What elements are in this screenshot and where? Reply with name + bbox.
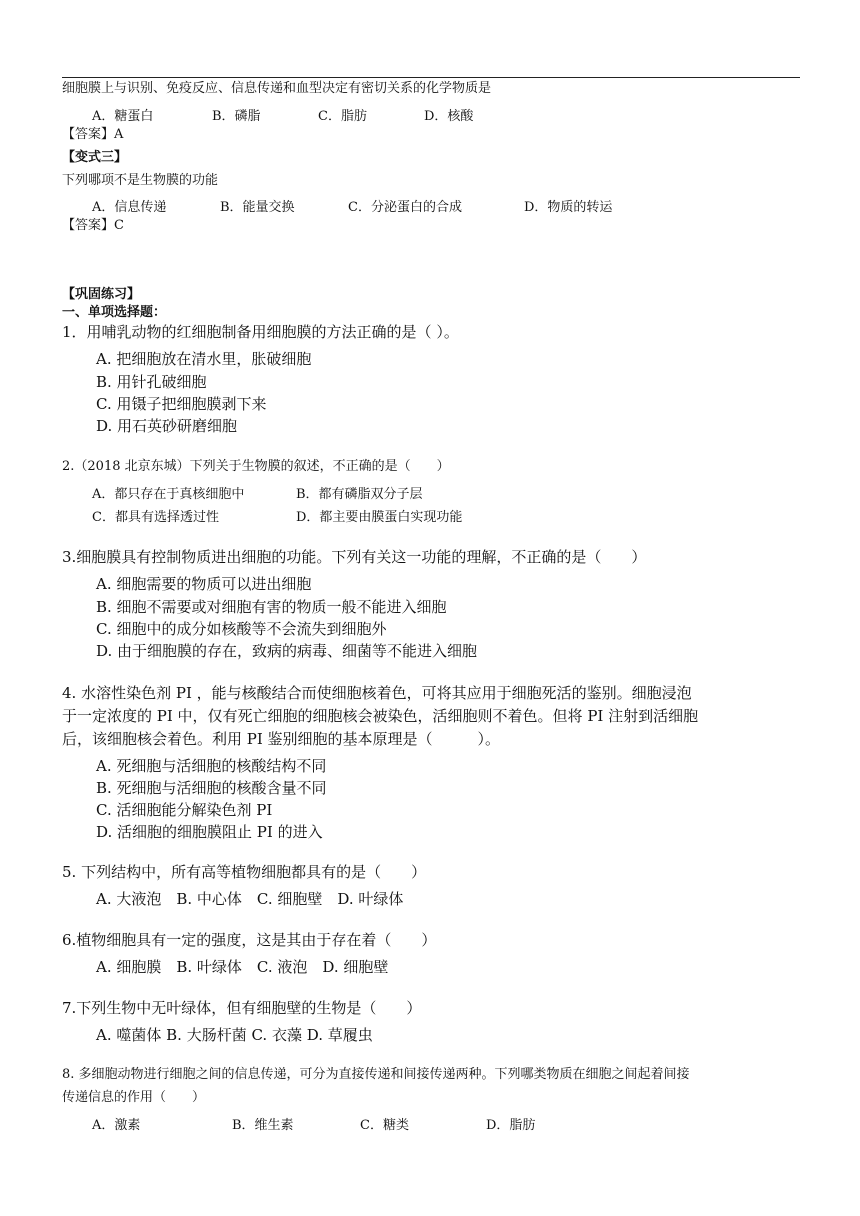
q7-stem: 7.下列生物中无叶绿体，但有细胞壁的生物是（ ） <box>62 999 422 1017</box>
variant3-option-a: A．信息传递 <box>92 200 167 215</box>
q8-option-b: B．维生素 <box>232 1118 294 1133</box>
q4-option-b: B. 死细胞与活细胞的核酸含量不同 <box>96 779 327 797</box>
q1-option-d: D. 用石英砂研磨细胞 <box>96 417 238 435</box>
q4-stem-line-3: 后，该细胞核会着色。利用 PI 鉴别细胞的基本原理是（ ）。 <box>62 730 501 748</box>
variant3-option-d: D．物质的转运 <box>524 200 613 215</box>
q3-option-c: C. 细胞中的成分如核酸等不会流失到细胞外 <box>96 620 387 638</box>
prev-option-a: A．糖蛋白 <box>92 109 154 124</box>
q2-option-c: C．都具有选择透过性 <box>92 510 219 525</box>
q1-option-a: A. 把细胞放在清水里，胀破细胞 <box>96 350 312 368</box>
prev-answer: 【答案】A <box>62 127 124 142</box>
q8-option-d: D．脂肪 <box>486 1118 536 1133</box>
q4-option-c: C. 活细胞能分解染色剂 PI <box>96 801 273 819</box>
prev-question: 细胞膜上与识别、免疫反应、信息传递和血型决定有密切关系的化学物质是 <box>62 81 492 96</box>
q4-option-d: D. 活细胞的细胞膜阻止 PI 的进入 <box>96 823 323 841</box>
q4-stem-line-1: 4. 水溶性染色剂 PI ，能与核酸结合而使细胞核着色，可将其应用于细胞死活的鉴别。细胞浸泡 <box>62 684 692 702</box>
q8-stem-line-2: 传递信息的作用（ ） <box>62 1090 206 1105</box>
q4-option-a: A. 死细胞与活细胞的核酸结构不同 <box>96 757 327 775</box>
q1-stem: 1．用哺乳动物的红细胞制备用细胞膜的方法正确的是（ ）。 <box>62 323 459 341</box>
q5-options: A. 大液泡 B. 中心体 C. 细胞壁 D. 叶绿体 <box>96 890 404 908</box>
q1-option-c: C. 用镊子把细胞膜剥下来 <box>96 395 267 413</box>
variant3-option-c: C．分泌蛋白的合成 <box>348 200 462 215</box>
variant3-heading: 【变式三】 <box>62 150 128 165</box>
q3-stem: 3.细胞膜具有控制物质进出细胞的功能。下列有关这一功能的理解，不正确的是（ ） <box>62 548 647 566</box>
q3-option-b: B. 细胞不需要或对细胞有害的物质一般不能进入细胞 <box>96 598 447 616</box>
q8-stem-line-1: 8. 多细胞动物进行细胞之间的信息传递，可分为直接传递和间接传递两种。下列哪类物质在细胞之间起着间接 <box>62 1067 690 1082</box>
prev-option-b: B．磷脂 <box>212 109 261 124</box>
q6-options: A. 细胞膜 B. 叶绿体 C. 液泡 D. 细胞壁 <box>96 958 389 976</box>
q2-stem: 2.（2018 北京东城）下列关于生物膜的叙述，不正确的是（ ） <box>62 459 450 474</box>
q7-options: A. 噬菌体 B. 大肠杆菌 C. 衣藻 D. 草履虫 <box>96 1026 373 1044</box>
q2-option-d: D．都主要由膜蛋白实现功能 <box>296 510 463 525</box>
prev-option-c: C．脂肪 <box>318 109 367 124</box>
variant3-answer: 【答案】C <box>62 218 124 233</box>
q3-option-a: A. 细胞需要的物质可以进出细胞 <box>96 575 312 593</box>
section-heading: 一、单项选择题： <box>62 305 167 320</box>
q6-stem: 6.植物细胞具有一定的强度，这是其由于存在着（ ） <box>62 931 437 949</box>
q5-stem: 5. 下列结构中，所有高等植物细胞都具有的是（ ） <box>62 863 427 881</box>
header-rule <box>62 77 800 78</box>
q3-option-d: D. 由于细胞膜的存在，致病的病毒、细菌等不能进入细胞 <box>96 642 478 660</box>
q2-option-b: B．都有磷脂双分子层 <box>296 487 423 502</box>
q1-option-b: B. 用针孔破细胞 <box>96 373 207 391</box>
practice-heading: 【巩固练习】 <box>62 287 141 302</box>
q8-option-a: A．激素 <box>92 1118 141 1133</box>
variant3-option-b: B．能量交换 <box>220 200 295 215</box>
q2-option-a: A．都只存在于真核细胞中 <box>92 487 245 502</box>
variant3-question: 下列哪项不是生物膜的功能 <box>62 173 219 188</box>
prev-option-d: D．核酸 <box>424 109 474 124</box>
q8-option-c: C．糖类 <box>360 1118 409 1133</box>
q4-stem-line-2: 于一定浓度的 PI 中，仅有死亡细胞的细胞核会被染色，活细胞则不着色。但将 PI 注射到活细胞 <box>62 707 699 725</box>
